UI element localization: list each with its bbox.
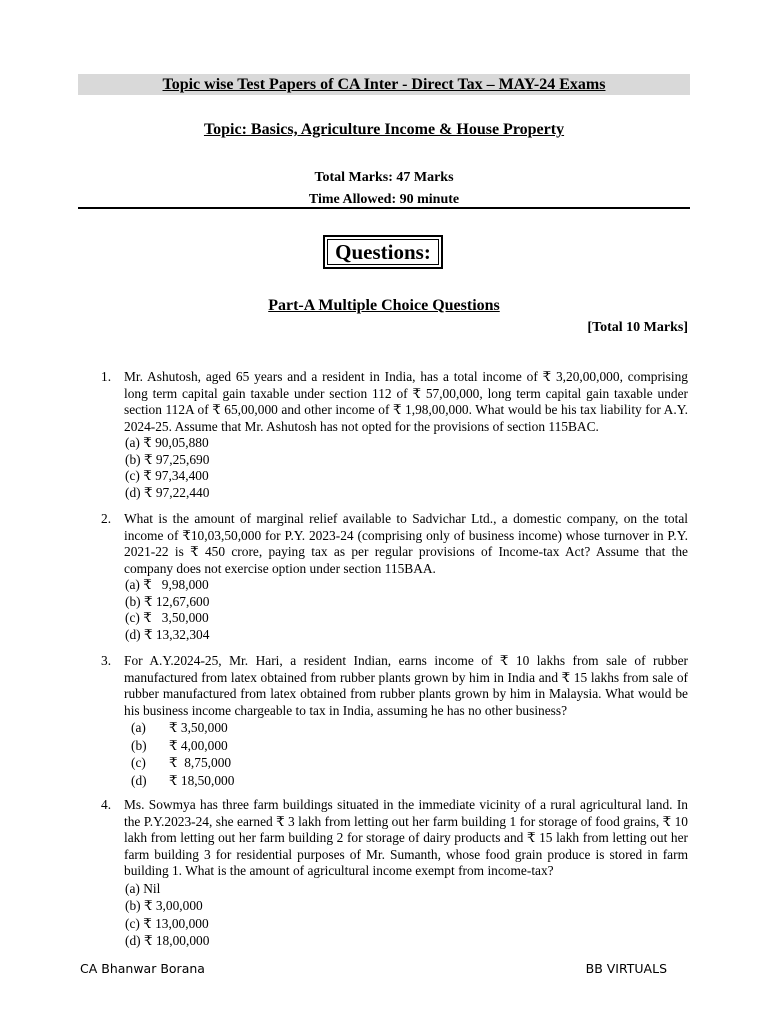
question-text: For A.Y.2024-25, Mr. Hari, a resident Indian, earns income of ₹ 10 lakhs from sale of rubber manufactured from latex obtained from rubber plants grown by him in India and ₹ 15 lakhs from sale of rubber manufactured from latex obtained from rubber plants grown by him in Malaysia. What would be his business income chargeable to tax in India, assuming he has no other business? bbox=[124, 653, 688, 718]
option-list bbox=[131, 719, 688, 789]
question-2 bbox=[101, 511, 688, 643]
option-d: (d) ₹ 18,00,000 bbox=[125, 933, 210, 948]
time-allowed: Time Allowed: 90 minute bbox=[308, 192, 460, 207]
part-a-total: [Total 10 Marks] bbox=[587, 320, 688, 335]
questions-heading: Questions: bbox=[335, 240, 431, 264]
question-text: Mr. Ashutosh, aged 65 years and a resident in India, has a total income of ₹ 3,20,00,000, comprising long term capital gain taxable under section 112 of ₹ 57,00,000, long term capital gain taxable under section 112A of ₹ 65,00,000 and other income of ₹ 1,98,00,000. What would be his tax liability for A.Y. 2024-25. Assume that Mr. Ashutosh has not opted for the provisions of section 115BAC. bbox=[124, 369, 688, 434]
option-d: (d) ₹ 13,32,304 bbox=[125, 626, 210, 642]
questions-heading-box bbox=[323, 235, 443, 269]
question-3 bbox=[101, 653, 688, 789]
option-c: (c) ₹ 8,75,000 bbox=[131, 755, 232, 770]
option-list bbox=[125, 880, 688, 950]
option-d: (d) ₹ 97,22,440 bbox=[125, 484, 210, 500]
footer-author: CA Bhanwar Borana bbox=[80, 961, 205, 976]
question-text: Ms. Sowmya has three farm buildings situated in the immediate vicinity of a rural agricultural land. In the P.Y.2023-24, she earned ₹ 3 lakh from letting out her farm building 1 for storage of food grains, ₹ 10 lakh from letting out her farm building 2 for storage of dairy products and ₹ 15 lakh from letting out her farm building 3 for residential purposes of Mr. Sumanth, whose food grain produce is stored in farm building 1. What is the amount of agricultural income exempt from income-tax? bbox=[124, 797, 688, 878]
questions-heading-inner-border bbox=[327, 239, 439, 265]
footer-brand: BB VIRTUALS bbox=[585, 961, 667, 976]
total-marks: Total Marks: 47 Marks bbox=[314, 170, 454, 185]
option-a: (a) ₹ 3,50,000 bbox=[131, 720, 228, 735]
part-a-title: Part-A Multiple Choice Questions bbox=[268, 297, 500, 314]
option-b: (b) ₹ 4,00,000 bbox=[131, 737, 228, 753]
question-1 bbox=[101, 369, 688, 501]
header-banner bbox=[78, 74, 690, 95]
option-list bbox=[125, 435, 688, 501]
option-c: (c) ₹ 13,00,000 bbox=[125, 915, 209, 931]
question-text: What is the amount of marginal relief available to Sadvichar Ltd., a domestic company, on the total income of ₹10,03,50,000 for P.Y. 2023-24 (comprising only of business income) whose turnover in P.Y. 2021-22 is ₹ 450 crore, paying tax as per regular provisions of Income-tax Act? Assume that the company does not exercise option under section 115BAA. bbox=[124, 511, 688, 576]
question-number: 1. bbox=[101, 369, 112, 384]
marks-block bbox=[0, 167, 768, 211]
option-list bbox=[125, 577, 688, 643]
option-c: (c) ₹ 97,34,400 bbox=[125, 468, 209, 483]
option-b: (b) ₹ 3,00,000 bbox=[125, 898, 203, 913]
question-number: 2. bbox=[101, 511, 112, 526]
question-number: 4. bbox=[101, 797, 112, 812]
option-a: (a) ₹ 9,98,000 bbox=[125, 577, 209, 592]
option-a: (a) Nil bbox=[125, 880, 161, 896]
header-divider bbox=[78, 207, 690, 209]
question-number: 3. bbox=[101, 653, 112, 668]
topic-title: Topic: Basics, Agriculture Income & House Property bbox=[203, 121, 565, 138]
option-d: (d) ₹ 18,50,000 bbox=[131, 772, 235, 788]
banner-title: Topic wise Test Papers of CA Inter - Direct Tax – MAY-24 Exams bbox=[162, 76, 606, 93]
option-a: (a) ₹ 90,05,880 bbox=[125, 435, 209, 450]
option-c: (c) ₹ 3,50,000 bbox=[125, 610, 209, 625]
option-b: (b) ₹ 97,25,690 bbox=[125, 451, 210, 467]
question-4 bbox=[101, 797, 688, 950]
option-b: (b) ₹ 12,67,600 bbox=[125, 593, 210, 609]
